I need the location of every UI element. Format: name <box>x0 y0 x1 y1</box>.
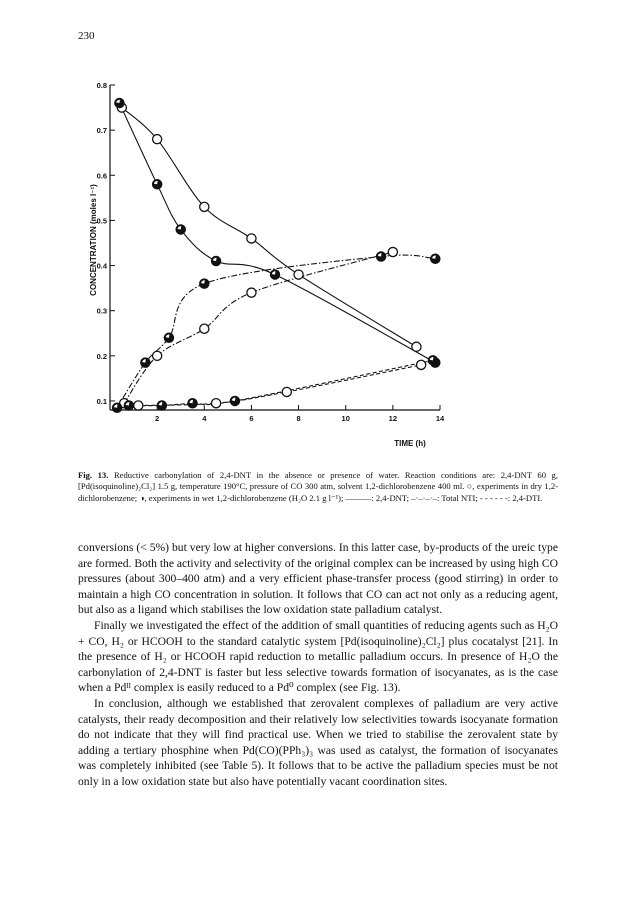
data-point-filled <box>176 225 185 234</box>
data-point-open <box>282 387 291 396</box>
x-tick-label: 12 <box>388 414 398 423</box>
paragraph-3: In conclusion, although we established that zerovalent complexes of palladium are very active catalysts, their ready decomposition and their relatively low selectivities towards isocyanate formation do not indicate that they will find practical use. When we tried to stabilise the zerovalent state by adding a tertiary phosphine when Pd(CO)(PPh₃)₃ was used as catalyst, the formation of isocyanates was completely inhibited (see Table 5). It follows that to be active the palladium species must be not only in a low oxidation state but also have potentially vacant coordination sites. <box>78 696 558 788</box>
data-point-filled <box>428 356 437 365</box>
data-point-filled <box>157 401 166 410</box>
data-point-filled <box>115 98 124 107</box>
data-point-filled <box>200 279 209 288</box>
y-tick-label: 0.8 <box>96 81 107 90</box>
data-point-filled <box>188 399 197 408</box>
data-point-open <box>247 288 256 297</box>
data-point-open <box>388 247 397 256</box>
data-point-open <box>200 202 209 211</box>
figure-caption <box>78 470 558 504</box>
data-point-open <box>294 270 303 279</box>
series-line <box>129 360 433 405</box>
data-point-open <box>412 342 421 351</box>
series-line <box>124 252 393 403</box>
data-point-open <box>153 351 162 360</box>
caption-text: Reductive carbonylation of 2,4-DNT in the absence or presence of water. Reaction conditions are: 2,4-DNT 60 g, [Pd(isoquinoline)₂Cl₂] 1.5 g, temperature 190°C, pressure of CO 300 atm, solvent 1,2-dichlorobenzene 400 ml. ○, experiments in dry 1,2-dichlorobenzene; ◑, experiments in wet 1,2-dichlorobenzene (H₂O 2.1 g l⁻¹); ———: 2,4-DNT; –·–·–·–: Total NTI; - - - - - -: 2,4-DTI. <box>78 470 558 503</box>
data-point-open <box>200 324 209 333</box>
y-tick-label: 0.6 <box>96 171 107 181</box>
x-tick-label: 4 <box>202 414 207 423</box>
x-tick-label: 10 <box>341 414 350 423</box>
data-point-open <box>211 399 220 408</box>
data-point-filled <box>211 256 220 265</box>
data-point-filled <box>431 254 440 263</box>
data-point-filled <box>124 401 133 410</box>
data-point-filled <box>141 358 150 367</box>
series-line <box>122 108 417 347</box>
data-point-filled <box>376 252 385 261</box>
data-point-filled <box>153 180 162 189</box>
data-point-filled <box>112 403 121 412</box>
data-point-filled <box>270 270 279 279</box>
series-line <box>119 103 435 363</box>
page-number: 230 <box>78 30 95 42</box>
y-tick-label: 0.7 <box>96 126 107 136</box>
y-tick-label: 0.1 <box>96 396 107 406</box>
data-point-open <box>417 360 426 369</box>
data-point-filled <box>230 396 239 405</box>
y-axis-label: CONCENTRATION (moles l⁻¹) <box>89 184 98 296</box>
body-text <box>78 540 558 790</box>
x-tick-label: 8 <box>296 414 301 423</box>
y-tick-label: 0.4 <box>96 261 107 271</box>
x-tick-label: 6 <box>249 414 254 423</box>
data-point-filled <box>164 333 173 342</box>
caption-label: Fig. 13. <box>78 470 109 480</box>
paragraph-2: Finally we investigated the effect of the addition of small quantities of reducing agents such as H₂O + CO, H₂ or HCOOH to the standard catalytic system [Pd(isoquinoline)₂Cl₂] plus cocatalyst [21]. In the presence of H₂ or HCOOH rapid reduction to metallic palladium occurs. In presence of H₂O the carbonylation of 2,4-DNT is faster but less selective towards formation of isocyanates, as is the case when a Pdᴵᴵ complex is easily reduced to a Pd⁰ complex (see Fig. 13). <box>78 618 558 695</box>
data-point-open <box>134 401 143 410</box>
paragraph-1: conversions (< 5%) but very low at higher conversions. In this latter case, by-products of the ureic type are formed. Both the activity and selectivity of the original complex can be increased by using high CO pressures (about 300–400 atm) and a very efficient phase-transfer process (good stirring) in order to maintain a high CO concentration in solution. It follows that CO can act not only as a reducing agent, but also as a ligand which stabilises the low oxidation state palladium catalyst. <box>78 541 558 617</box>
series-line <box>138 365 421 406</box>
data-point-open <box>153 135 162 144</box>
x-tick-label: 2 <box>155 414 160 423</box>
y-tick-label: 0.2 <box>96 351 107 361</box>
x-tick-label: 14 <box>435 414 445 423</box>
chart-curves <box>117 103 435 408</box>
x-axis-label: TIME (h) <box>394 439 426 448</box>
data-point-open <box>247 234 256 243</box>
y-tick-label: 0.3 <box>96 306 107 316</box>
y-tick-label: 0.5 <box>96 216 107 226</box>
